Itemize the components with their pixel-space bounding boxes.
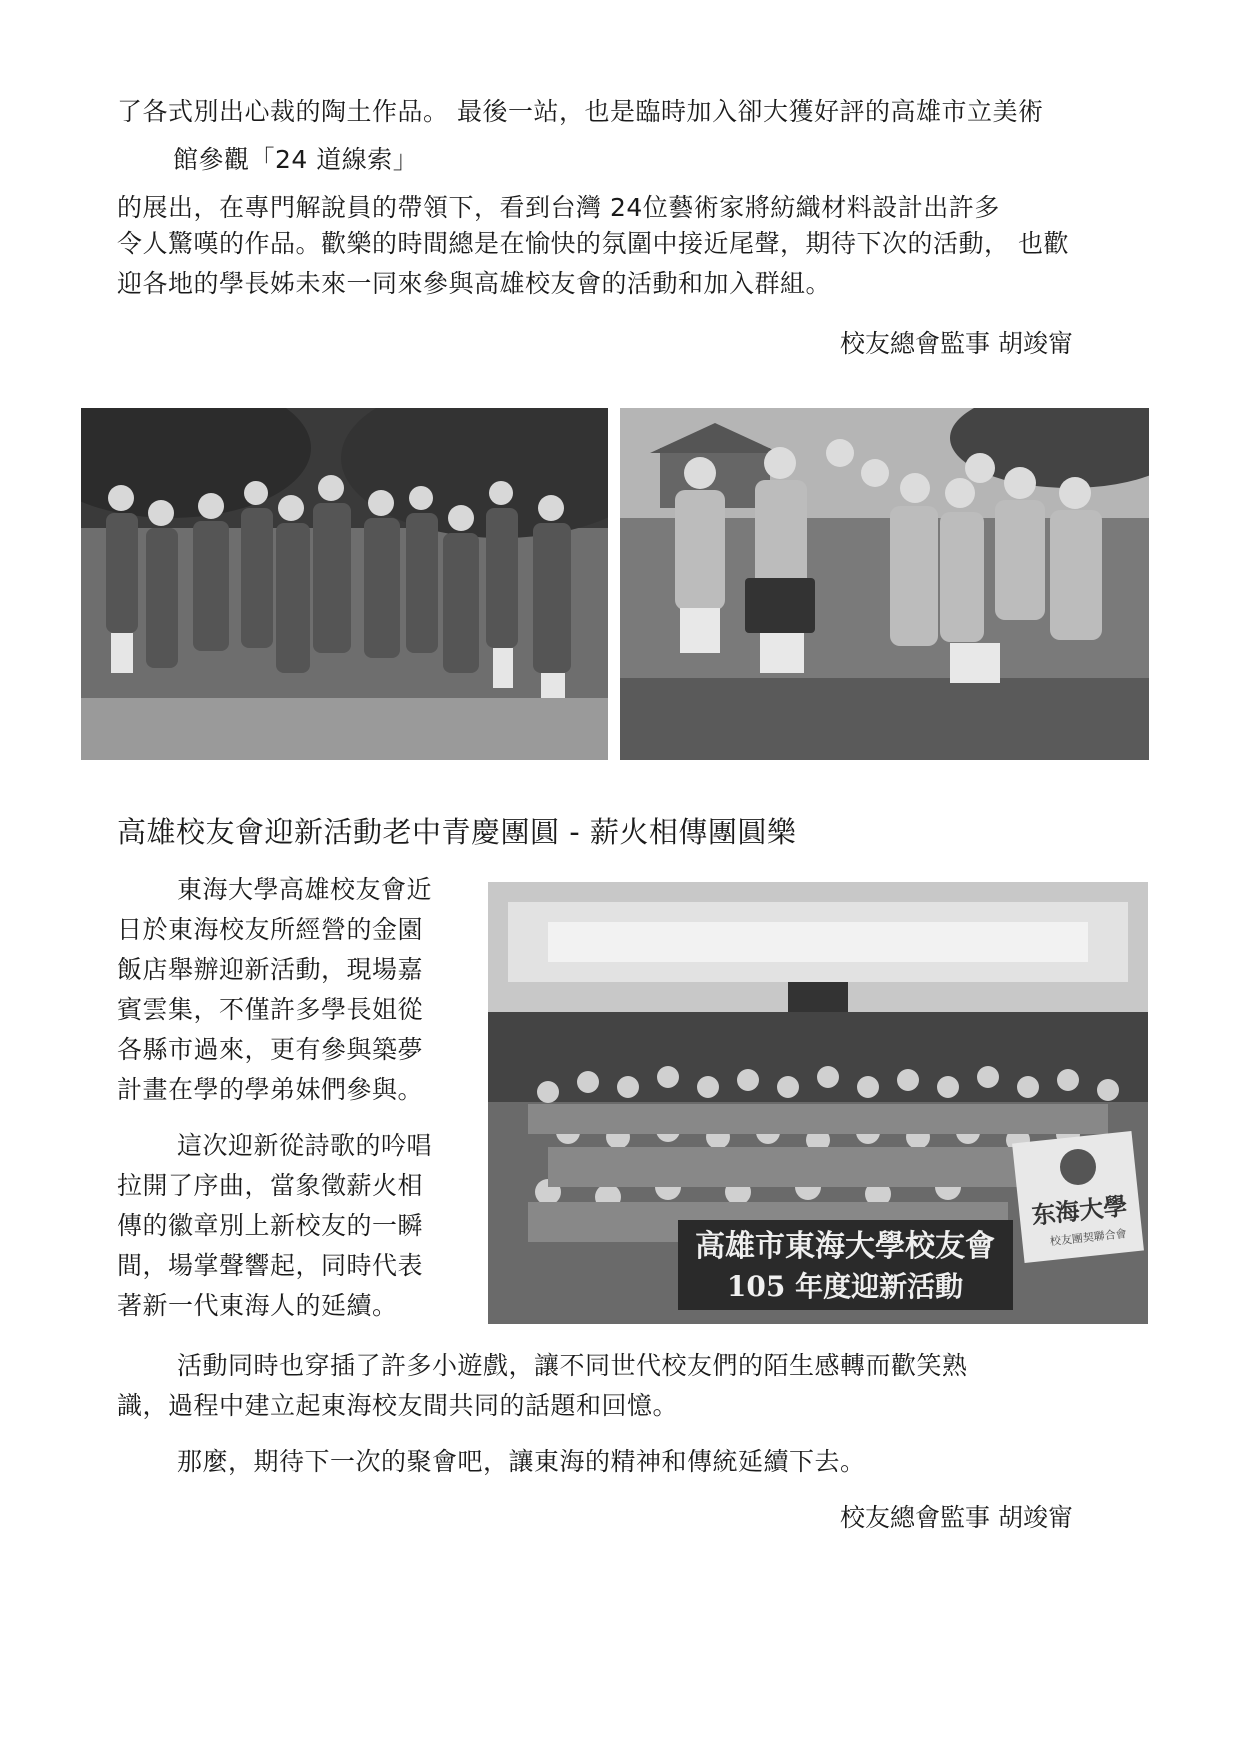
article2-left-line-11: 著新一代東海人的延續。: [117, 1291, 398, 1320]
group-photo-outdoor-left: [81, 408, 608, 760]
group-photo-outdoor-right: [620, 408, 1149, 760]
article2-signature: 校友總會監事 胡竣甯: [840, 1503, 1073, 1532]
article1-line-2: 館參觀「24 道線索」: [173, 145, 419, 174]
banner-line-2: 105 年度迎新活動: [726, 1270, 964, 1303]
article1-signature: 校友總會監事 胡竣甯: [840, 329, 1073, 358]
flag-subtext: 校友團契聯合會: [1049, 1227, 1128, 1249]
article1-line-4: 令人驚嘆的作品。歡樂的時間總是在愉快的氛圍中接近尾聲，期待下次的活動， 也歡: [117, 229, 1069, 258]
article2-left-line-6: 計畫在學的學弟妹們參與。: [117, 1075, 424, 1104]
banquet-group-photo: [488, 882, 1148, 1324]
article2-bottom-line-1: 活動同時也穿插了許多小遊戲，讓不同世代校友們的陌生感轉而歡笑熟: [177, 1351, 968, 1380]
article2-left-line-1: 東海大學高雄校友會近: [177, 875, 433, 904]
article2-left-line-9: 傳的徽章別上新校友的一瞬: [117, 1211, 424, 1240]
article2-left-line-2: 日於東海校友所經營的金園: [117, 915, 424, 944]
article2-left-line-3: 飯店舉辦迎新活動，現場嘉: [117, 955, 424, 984]
article2-bottom-line-3: 那麼，期待下一次的聚會吧，讓東海的精神和傳統延續下去。: [177, 1447, 866, 1476]
article2-left-line-5: 各縣市過來，更有參與築夢: [117, 1035, 424, 1064]
article2-title: 高雄校友會迎新活動老中青慶團圓 - 薪火相傳團圓樂: [117, 815, 797, 849]
banner-line-1: 高雄市東海大學校友會: [695, 1229, 995, 1264]
article1-line-3: 的展出，在專門解說員的帶領下，看到台灣 24位藝術家將紡織材料設計出許多: [117, 193, 1000, 222]
article2-left-line-7: 這次迎新從詩歌的吟唱: [177, 1131, 433, 1160]
article1-line-1: 了各式別出心裁的陶土作品。 最後一站，也是臨時加入卻大獲好評的高雄市立美術: [117, 97, 1044, 126]
article1-line-5: 迎各地的學長姊未來一同來參與高雄校友會的活動和加入群組。: [117, 269, 832, 298]
article2-left-line-10: 間，場掌聲響起，同時代表: [117, 1251, 424, 1280]
article2-left-line-8: 拉開了序曲，當象徵薪火相: [117, 1171, 424, 1200]
flag-text: 东海大學: [1030, 1190, 1129, 1230]
article2-bottom-line-2: 識，過程中建立起東海校友間共同的話題和回憶。: [117, 1391, 679, 1420]
article2-left-line-4: 賓雲集，不僅許多學長姐從: [117, 995, 424, 1024]
